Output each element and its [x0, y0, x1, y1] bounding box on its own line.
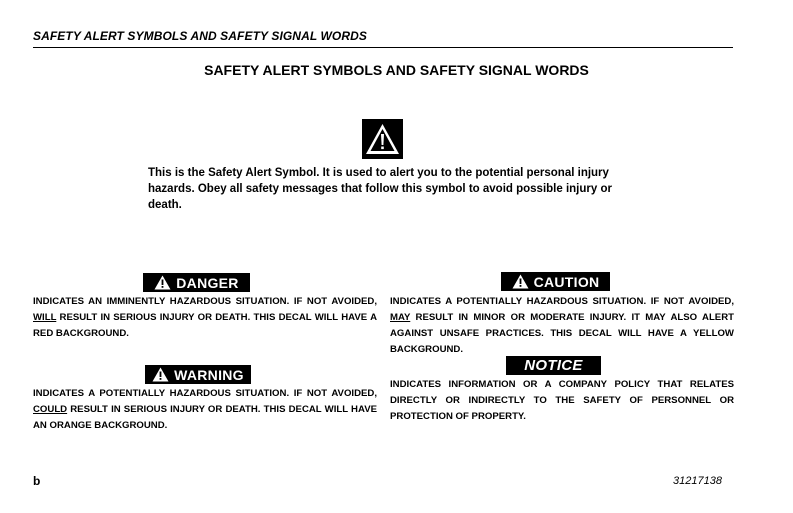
- notice-label-text: NOTICE: [524, 357, 583, 374]
- caution-description: [390, 294, 734, 358]
- danger-label-text: DANGER: [176, 274, 239, 291]
- caution-text-before: INDICATES A POTENTIALLY HAZARDOUS SITUATION. IF NOT AVOIDED,: [390, 296, 734, 307]
- danger-description: [33, 294, 377, 342]
- caution-label-text: CAUTION: [533, 273, 600, 290]
- warning-text-after: RESULT IN SERIOUS INJURY OR DEATH. THIS DECAL WILL HAVE AN ORANGE BACKGROUND.: [33, 404, 377, 431]
- caution-emphasis: MAY: [390, 312, 411, 323]
- page-title: SAFETY ALERT SYMBOLS AND SAFETY SIGNAL WORDS: [204, 62, 589, 78]
- warning-triangle-icon: [154, 275, 171, 290]
- warning-label-text: WARNING: [174, 366, 244, 383]
- document-number: 31217138: [673, 475, 722, 487]
- running-head: SAFETY ALERT SYMBOLS AND SAFETY SIGNAL WORDS: [33, 29, 367, 43]
- warning-triangle-icon: [362, 119, 403, 159]
- danger-emphasis: WILL: [33, 312, 57, 323]
- warning-text-before: INDICATES A POTENTIALLY HAZARDOUS SITUATION. IF NOT AVOIDED,: [33, 388, 377, 399]
- warning-triangle-icon: [512, 274, 529, 289]
- warning-description: [33, 386, 377, 434]
- safety-alert-description: This is the Safety Alert Symbol. It is used to alert you to the potential personal injury hazards. Obey all safety messages that follow this symbol to avoid possible injury or death.: [148, 167, 612, 211]
- danger-label: [143, 273, 250, 292]
- safety-alert-symbol: [362, 119, 403, 159]
- notice-description: INDICATES INFORMATION OR A COMPANY POLICY THAT RELATES DIRECTLY OR INDIRECTLY TO THE SAFETY OF PERSONNEL OR PROTECTION OF PROPERTY.: [390, 379, 734, 422]
- caution-label: [501, 272, 610, 291]
- warning-triangle-icon: [152, 367, 169, 382]
- danger-text-after: RESULT IN SERIOUS INJURY OR DEATH. THIS DECAL WILL HAVE A RED BACKGROUND.: [33, 312, 377, 339]
- warning-emphasis: COULD: [33, 404, 68, 415]
- header-rule: [33, 47, 733, 48]
- warning-label: [145, 365, 251, 384]
- danger-text-before: INDICATES AN IMMINENTLY HAZARDOUS SITUATION. IF NOT AVOIDED,: [33, 296, 377, 307]
- caution-text-after: RESULT IN MINOR OR MODERATE INJURY. IT MAY ALSO ALERT AGAINST UNSAFE PRACTICES. THIS DECAL WILL HAVE A YELLOW BACKGROUND.: [390, 312, 734, 355]
- page-letter: b: [33, 474, 41, 488]
- notice-label: [506, 356, 601, 375]
